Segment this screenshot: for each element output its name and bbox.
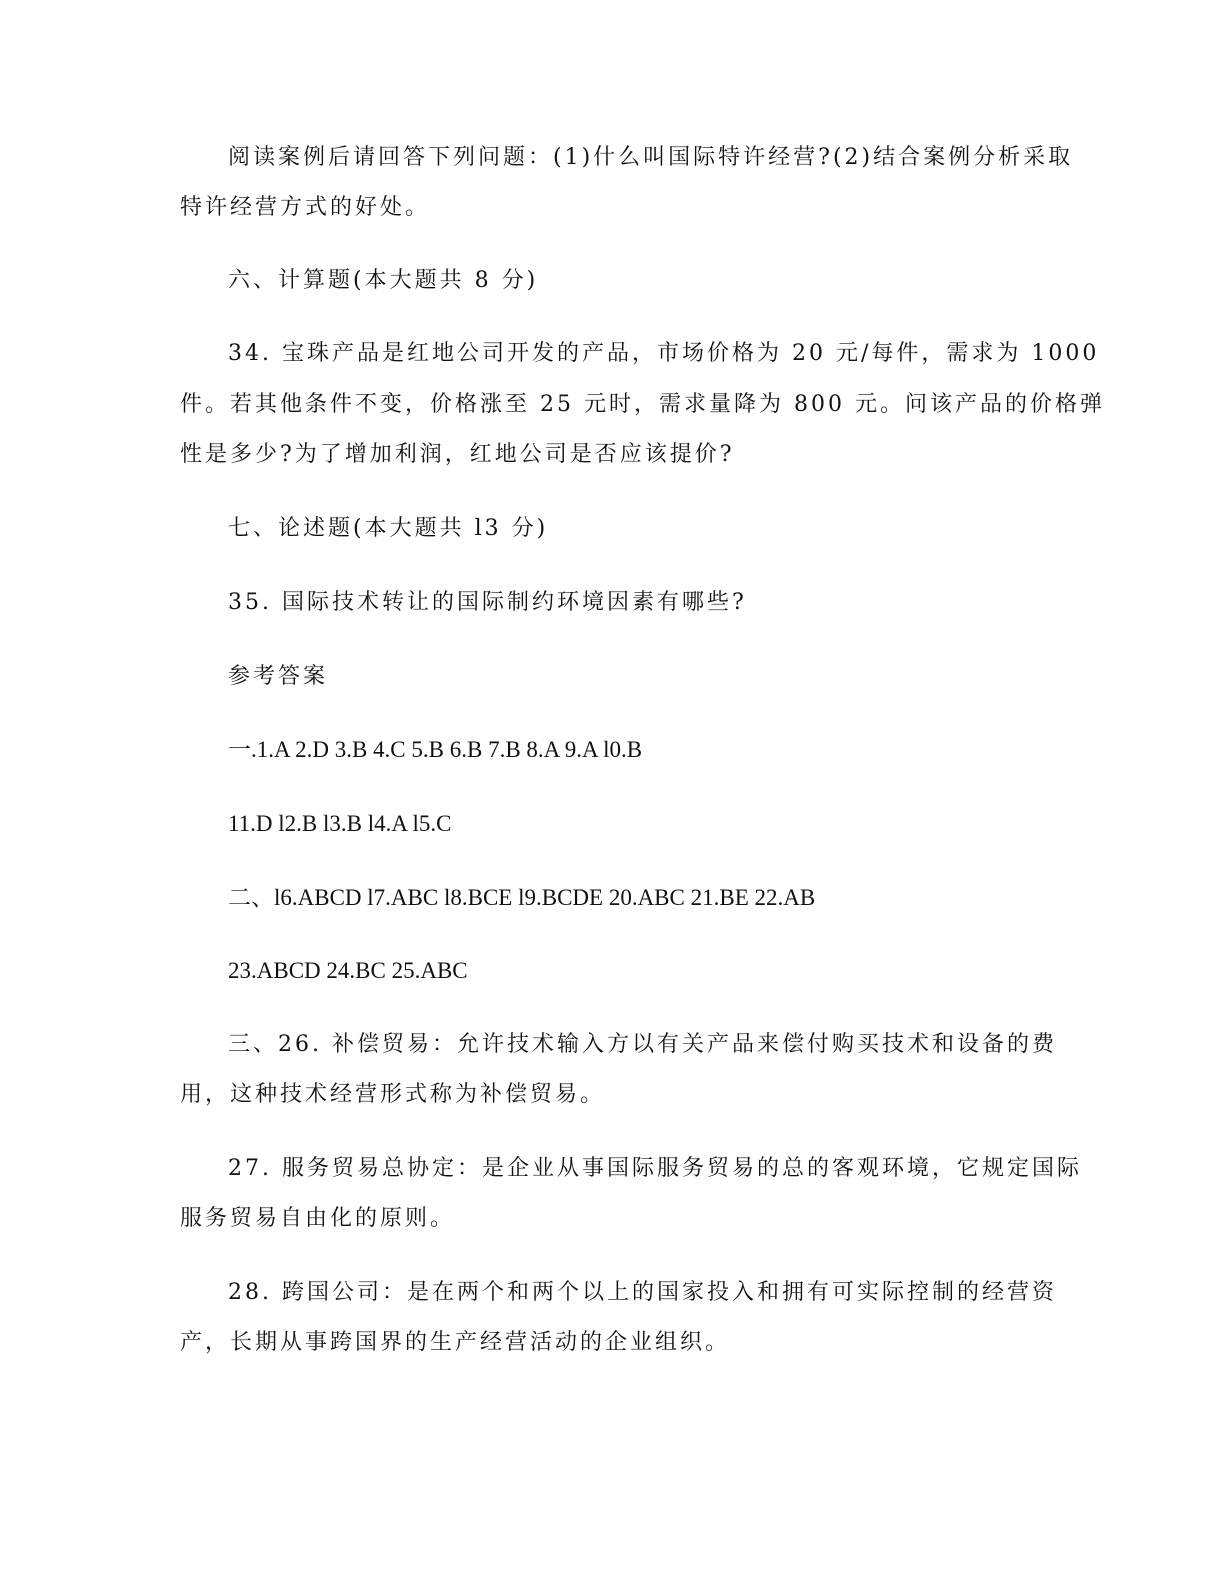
question-34-line-3: 性是多少?为了增加利润，红地公司是否应该提价? — [180, 442, 735, 467]
answer-26-line-1: 三、26. 补偿贸易：允许技术输入方以有关产品来偿付购买技术和设备的费 — [228, 1032, 1057, 1057]
answer-28-line-1: 28. 跨国公司：是在两个和两个以上的国家投入和拥有可实际控制的经营资 — [228, 1280, 1057, 1305]
question-34-line-1: 34. 宝珠产品是红地公司开发的产品，市场价格为 20 元/每件，需求为 1000 — [228, 341, 1100, 366]
answers-part-1-line-2: 11.D l2.B l3.B l4.A l5.C — [228, 811, 452, 836]
answer-27-line-1: 27. 服务贸易总协定：是企业从事国际服务贸易的总的客观环境，它规定国际 — [228, 1156, 1082, 1181]
answers-part-2-line-1: 二、l6.ABCD l7.ABC l8.BCE l9.BCDE 20.ABC 21.BE 22.AB — [228, 885, 816, 910]
case-question-line-2: 特许经营方式的好处。 — [180, 195, 431, 220]
answers-heading: 参考答案 — [228, 664, 329, 689]
section-6-heading: 六、计算题(本大题共 8 分) — [228, 268, 539, 293]
answers-part-2-line-2: 23.ABCD 24.BC 25.ABC — [228, 958, 468, 983]
question-34-line-2: 件。若其他条件不变，价格涨至 25 元时，需求量降为 800 元。问该产品的价格弹 — [180, 392, 1105, 417]
section-7-heading: 七、论述题(本大题共 l3 分) — [228, 516, 549, 541]
answer-28-line-2: 产，长期从事跨国界的生产经营活动的企业组织。 — [180, 1330, 731, 1355]
case-question-line-1: 阅读案例后请回答下列问题：(1)什么叫国际特许经营?(2)结合案例分析采取 — [228, 145, 1074, 170]
answer-27-line-2: 服务贸易自由化的原则。 — [180, 1206, 456, 1231]
answers-part-1-line-1: 一.1.A 2.D 3.B 4.C 5.B 6.B 7.B 8.A 9.A l0.B — [228, 737, 643, 762]
answer-26-line-2: 用，这种技术经营形式称为补偿贸易。 — [180, 1082, 606, 1107]
question-35: 35. 国际技术转让的国际制约环境因素有哪些? — [228, 590, 747, 615]
